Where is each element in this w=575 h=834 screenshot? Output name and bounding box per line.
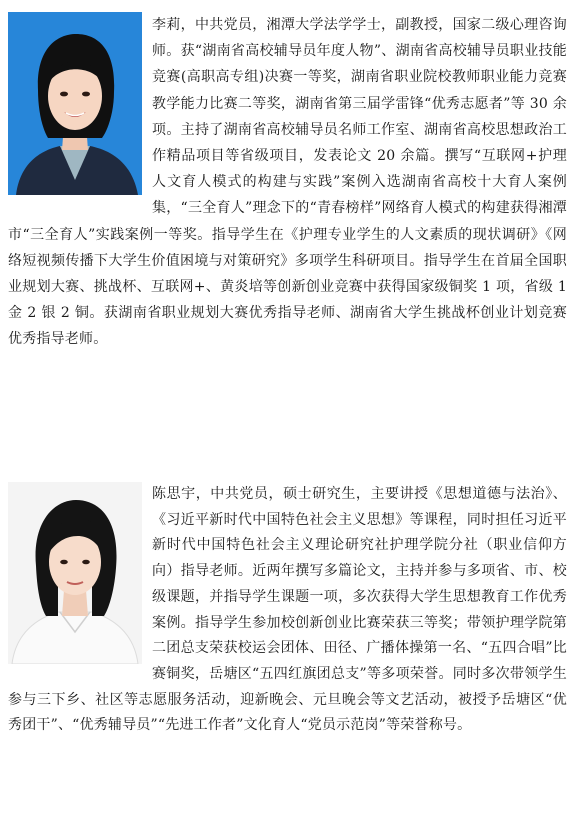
profile-li-li bbox=[8, 12, 567, 353]
portrait-photo bbox=[8, 482, 142, 664]
profile-chen-siyu bbox=[8, 482, 567, 739]
portrait-photo bbox=[8, 12, 142, 195]
portrait-photo-icon bbox=[8, 482, 142, 664]
bio-text: 李莉，中共党员，湘潭大学法学学士，副教授，国家二级心理咨询师。获“湖南省高校辅导员年度人物”、湖南省高校辅导员职业技能竞赛(高职高专组)决赛一等奖，湖南省职业院校教师职业能力竞赛教学能力比赛二等奖，湖南省第三届学雷锋“优秀志愿者”等 30 余项。主持了湖南省高校辅导员名师工作室、湖南省高校思想政治工作精品项目等省级项目，发表论文 20 余篇。撰写“互联网+护理人文育人模式的构建与实践”案例入选湖南省高校十大育人案例集，“三全育人”理念下的“青春榜样”网络育人模式的构建获得湘潭市“三全育人”实践案例一等奖。指导学生在《护理专业学生的人文素质的现状调研》《网络短视频传播下大学生价值困境与对策研究》多项学生科研项目。指导学生在首届全国职业规划大赛、挑战杯、互联网+、黄炎培等创新创业竞赛中获得国家级铜奖 1 项，省级 1 金 2 银 2 铜。获湖南省职业规划大赛优秀指导老师、湖南省大学生挑战杯创业计划竞赛优秀指导老师。 bbox=[8, 17, 567, 348]
bio-text: 陈思宇，中共党员，硕士研究生，主要讲授《思想道德与法治》、《习近平新时代中国特色社会主义思想》等课程，同时担任习近平新时代中国特色社会主义理论研究社护理学院分社（职业信仰方向）指导老师。近两年撰写多篇论文，主持并参与多项省、市、校级课题，并指导学生课题一项，多次获得大学生思想教育工作优秀案例。指导学生参加校创新创业比赛荣获三等奖；带领护理学院第二团总支荣获校运会团体、田径、广播体操第一名、“五四合唱”比赛铜奖，岳塘区“五四红旗团总支”等多项荣誉。同时多次带领学生参与三下乡、社区等志愿服务活动，迎新晚会、元旦晚会等文艺活动，被授予岳塘区“优秀团干”、“优秀辅导员”“先进工作者”文化育人“党员示范岗”等荣誉称号。 bbox=[8, 486, 567, 734]
portrait-photo-icon bbox=[8, 12, 142, 195]
